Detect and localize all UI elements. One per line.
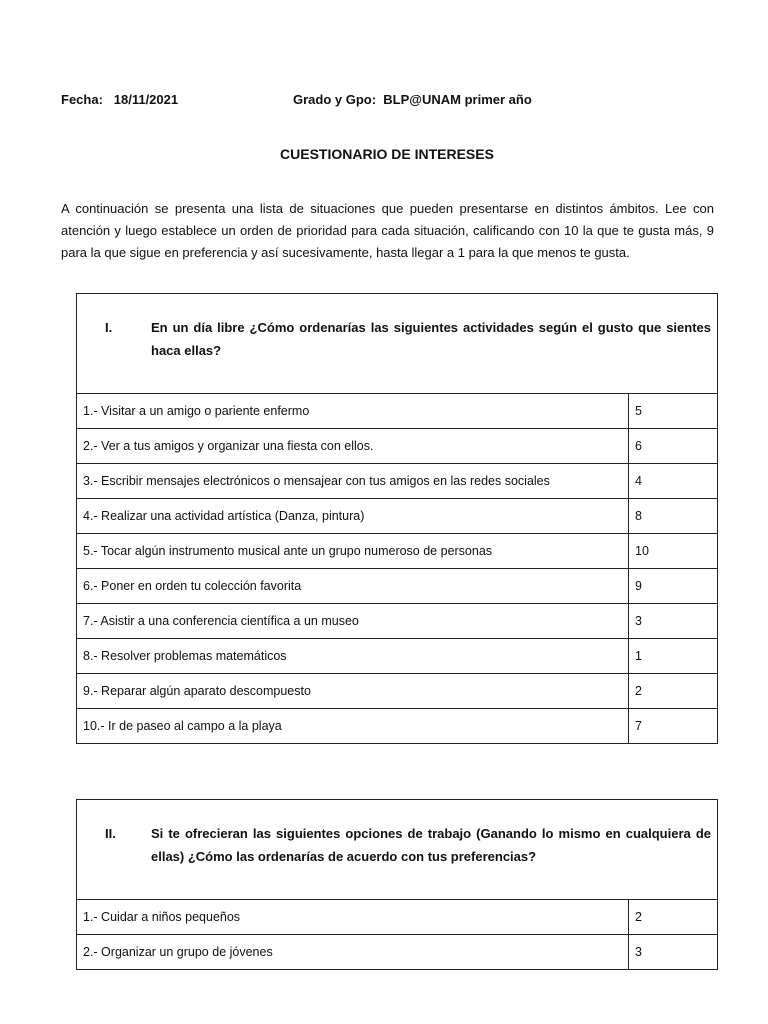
item-text: 5.- Tocar algún instrumento musical ante un grupo numeroso de personas: [77, 534, 629, 569]
table-row: [77, 674, 718, 709]
table-row: [77, 900, 718, 935]
section-2-number: II.: [105, 826, 116, 841]
item-score: 4: [629, 464, 718, 499]
date-line: [61, 92, 178, 107]
item-text: 7.- Asistir a una conferencia científica a un museo: [77, 604, 629, 639]
section-2-table: [76, 799, 718, 970]
section-1-number: I.: [105, 320, 113, 335]
section-1-table: [76, 293, 718, 744]
item-text: 6.- Poner en orden tu colección favorita: [77, 569, 629, 604]
item-score: 3: [629, 604, 718, 639]
section-1-question: En un día libre ¿Cómo ordenarías las siguientes actividades según el gusto que sientes haca ellas?: [151, 320, 711, 358]
item-text: 3.- Escribir mensajes electrónicos o mensajear con tus amigos en las redes sociales: [77, 464, 629, 499]
item-text: 10.- Ir de paseo al campo a la playa: [77, 709, 629, 744]
date-value: 18/11/2021: [113, 92, 179, 107]
item-score: 7: [629, 709, 718, 744]
item-score: 9: [629, 569, 718, 604]
section-2-header: [77, 800, 718, 900]
date-label: Fecha:: [61, 92, 103, 107]
item-text: 1.- Cuidar a niños pequeños: [77, 900, 629, 935]
item-text: 9.- Reparar algún aparato descompuesto: [77, 674, 629, 709]
item-score: 6: [629, 429, 718, 464]
item-score: 1: [629, 639, 718, 674]
item-score: 3: [629, 935, 718, 970]
grade-line: [293, 92, 532, 107]
table-row: [77, 429, 718, 464]
table-row: [77, 569, 718, 604]
document-title: CUESTIONARIO DE INTERESES: [280, 146, 494, 162]
table-row: [77, 709, 718, 744]
grade-value: BLP@UNAM primer año: [383, 92, 532, 107]
table-row: [77, 499, 718, 534]
table-row: [77, 534, 718, 569]
table-row: [77, 935, 718, 970]
section-2-question: Si te ofrecieran las siguientes opciones de trabajo (Ganando lo mismo en cualquiera de ellas) ¿Cómo las ordenarías de acuerdo con tus preferencias?: [151, 826, 711, 864]
section-1-header: [77, 294, 718, 394]
table-row: [77, 604, 718, 639]
table-row: [77, 639, 718, 674]
intro-paragraph: A continuación se presenta una lista de situaciones que pueden presentarse en distintos ámbitos. Lee con atención y luego establece un orden de prioridad para cada situación, calificando con 10 la que te gusta más, 9 para la que sigue en preferencia y así sucesivamente, hasta llegar a 1 para la que menos te gusta.: [61, 201, 714, 260]
item-text: 4.- Realizar una actividad artística (Danza, pintura): [77, 499, 629, 534]
grade-label: Grado y Gpo:: [293, 92, 377, 107]
item-text: 1.- Visitar a un amigo o pariente enfermo: [77, 394, 629, 429]
item-text: 2.- Organizar un grupo de jóvenes: [77, 935, 629, 970]
item-text: 2.- Ver a tus amigos y organizar una fiesta con ellos.: [77, 429, 629, 464]
item-text: 8.- Resolver problemas matemáticos: [77, 639, 629, 674]
item-score: 8: [629, 499, 718, 534]
table-row: [77, 464, 718, 499]
item-score: 10: [629, 534, 718, 569]
item-score: 2: [629, 674, 718, 709]
table-row: [77, 394, 718, 429]
item-score: 2: [629, 900, 718, 935]
item-score: 5: [629, 394, 718, 429]
